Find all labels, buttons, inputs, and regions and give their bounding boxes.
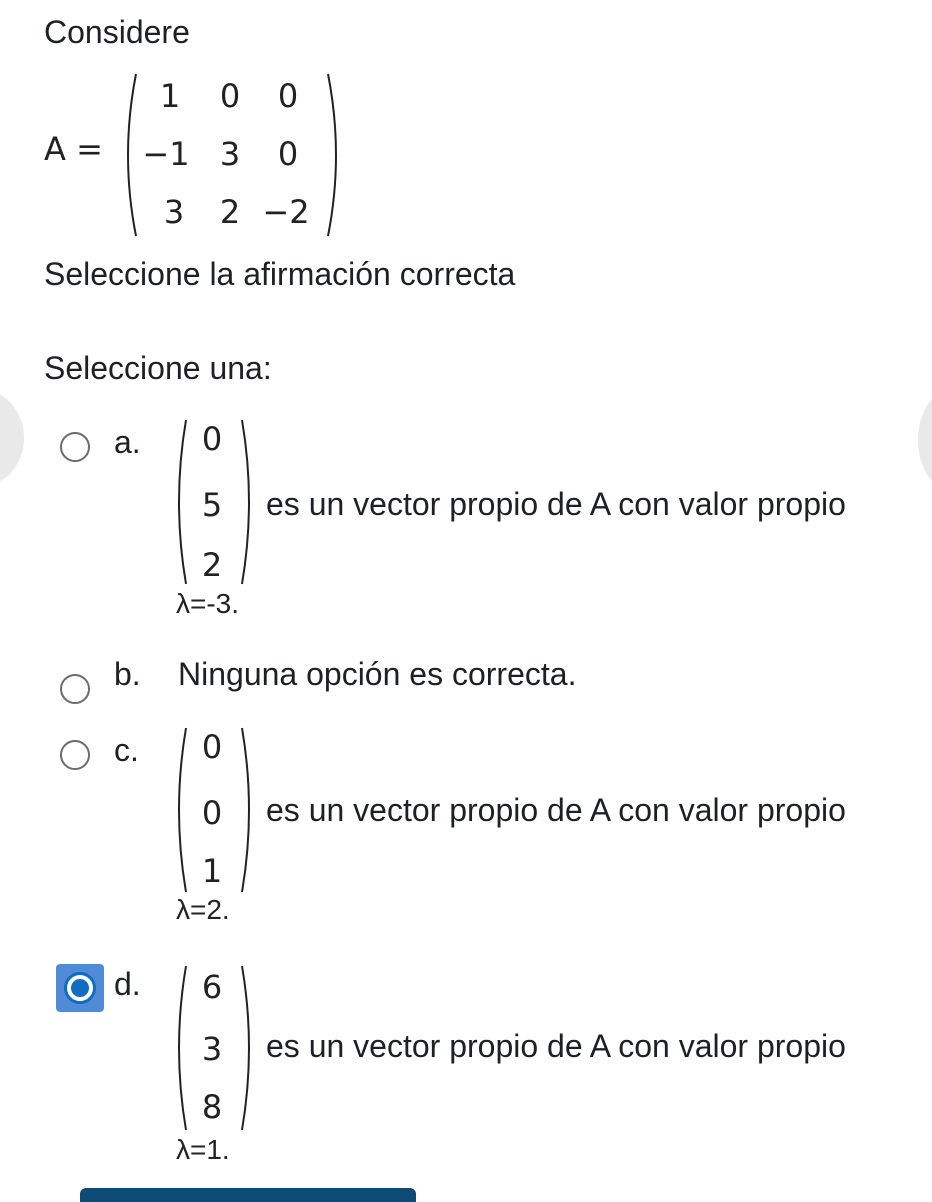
matrix-cell: −2: [262, 193, 310, 231]
matrix-right-paren: [322, 70, 352, 240]
vector-entry: 0: [201, 420, 223, 458]
option-c-radio[interactable]: [60, 740, 90, 770]
option-a-radio[interactable]: [60, 432, 90, 462]
vector-entry: 2: [201, 546, 223, 584]
select-one-label: Seleccione una:: [44, 350, 272, 386]
radio-dot-icon: [71, 979, 89, 997]
vector-left-paren: [170, 724, 190, 896]
option-c-letter: c.: [114, 732, 139, 768]
vector-entry: 6: [201, 968, 223, 1006]
option-a-lambda: λ=-3.: [176, 588, 240, 619]
option-b-text: Ninguna opción es correcta.: [178, 656, 577, 692]
option-c-lambda: λ=2.: [176, 894, 230, 925]
matrix-cell: 0: [219, 77, 241, 115]
vector-right-paren: [238, 416, 258, 588]
vector-left-paren: [170, 962, 190, 1134]
vector-entry: 8: [201, 1088, 223, 1126]
option-c-text: es un vector propio de A con valor propio: [266, 792, 846, 828]
matrix-cell: 3: [219, 135, 241, 173]
left-nav-shape: [0, 390, 24, 486]
vector-right-paren: [238, 962, 258, 1134]
next-button-edge[interactable]: [80, 1188, 416, 1202]
matrix-cell: 1: [159, 77, 181, 115]
matrix-cell: 0: [277, 77, 299, 115]
matrix-cell: 3: [163, 193, 185, 231]
matrix-cell: 0: [277, 135, 299, 173]
question-prompt: Seleccione la afirmación correcta: [44, 256, 516, 292]
option-a-letter: a.: [114, 424, 141, 460]
vector-entry: 5: [201, 486, 223, 524]
matrix-cell: −1: [142, 135, 190, 173]
option-d-radio-checked[interactable]: [64, 972, 96, 1004]
vector-right-paren: [238, 724, 258, 896]
question-intro: Considere: [44, 14, 190, 50]
right-nav-shape: [918, 388, 932, 492]
option-d-letter: d.: [114, 966, 141, 1002]
option-b-letter: b.: [114, 656, 141, 692]
matrix-label: A =: [44, 130, 103, 168]
matrix-cell: 2: [219, 193, 241, 231]
option-b-radio[interactable]: [60, 674, 90, 704]
vector-entry: 0: [201, 794, 223, 832]
vector-left-paren: [170, 416, 190, 588]
option-d-text: es un vector propio de A con valor propio: [266, 1028, 846, 1064]
vector-entry: 1: [201, 852, 223, 890]
option-a-text: es un vector propio de A con valor propio: [266, 486, 846, 522]
vector-entry: 0: [201, 728, 223, 766]
vector-entry: 3: [201, 1030, 223, 1068]
option-d-lambda: λ=1.: [176, 1134, 230, 1165]
